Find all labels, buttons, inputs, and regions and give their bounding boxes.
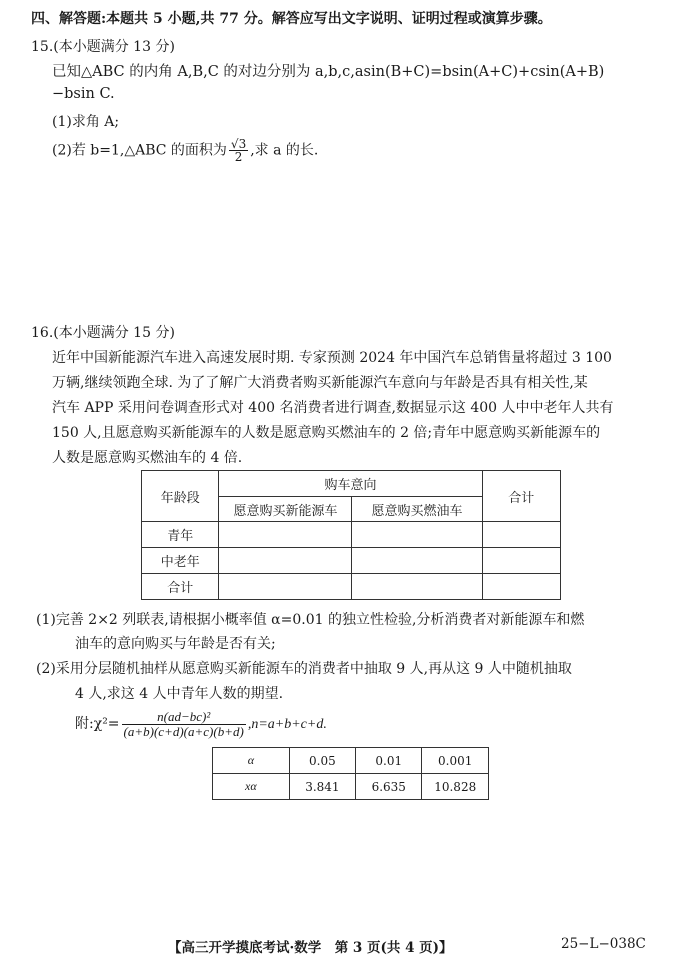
table-cell — [352, 522, 482, 548]
q16-stem-line2: 万辆,继续领跑全球. 为了了解广大消费者购买新能源汽车意向与年龄是否具有相关性,某 — [52, 375, 588, 391]
formula-tail: ,n=a+b+c+d. — [247, 717, 327, 732]
row-label-middle-aged: 中老年 — [142, 548, 219, 574]
q16-part2-line2: 4 人,求这 4 人中青年人数的期望. — [75, 686, 284, 702]
chi-square-formula — [75, 706, 327, 743]
crit-alpha-label: α — [213, 748, 290, 774]
row-label-youth: 青年 — [142, 522, 219, 548]
crit-x-value: 10.828 — [422, 774, 489, 800]
crit-x-value: 3.841 — [289, 774, 355, 800]
table-cell — [482, 548, 560, 574]
crit-alpha-value: 0.001 — [422, 748, 489, 774]
formula-denominator: (a+b)(c+d)(a+c)(b+d) — [123, 723, 244, 739]
crit-alpha-value: 0.01 — [356, 748, 422, 774]
q16-stem-line4: 150 人,且愿意购买新能源车的人数是愿意购买燃油车的 2 倍;青年中愿意购买新能源车的 — [52, 425, 601, 441]
q15-part2-pre: (2)若 b=1,△ABC 的面积为 — [52, 142, 227, 159]
q15-part2 — [52, 138, 318, 163]
formula-numerator: n(ad−bc)² — [122, 710, 246, 725]
q15-frac-num: √3 — [230, 137, 247, 151]
crit-x-label: xα — [213, 774, 290, 800]
q15-header: 15.(本小题满分 13 分) — [31, 39, 175, 55]
crit-x-value: 6.635 — [356, 774, 422, 800]
table-cell — [219, 574, 352, 600]
q16-part1-line2: 油车的意向购买与年龄是否有关; — [75, 636, 276, 652]
table-cell — [482, 522, 560, 548]
q16-stem-line5: 人数是愿意购买燃油车的 4 倍. — [52, 450, 243, 466]
chi-square-fraction — [122, 710, 246, 739]
table-row — [142, 548, 561, 574]
table-cell — [219, 522, 352, 548]
appendix-label: 附:χ²= — [75, 716, 120, 732]
section-heading: 四、解答题:本题共 5 小题,共 77 分。解答应写出文字说明、证明过程或演算步骤。 — [31, 11, 552, 27]
table-header-new-energy: 愿意购买新能源车 — [219, 497, 352, 522]
table-header-intent: 购车意向 — [219, 471, 482, 497]
q16-part1-line1: (1)完善 2×2 列联表,请根据小概率值 α=0.01 的独立性检验,分析消费者对新能源车和燃 — [36, 612, 585, 628]
table-row — [142, 574, 561, 600]
footer-exam-info: 【高三开学摸底考试·数学 第 3 页(共 4 页)】 — [168, 940, 453, 956]
table-header-age: 年龄段 — [142, 471, 219, 522]
table-header-total: 合计 — [482, 471, 560, 522]
table-cell — [219, 548, 352, 574]
q15-stem-line2: −bsin C. — [52, 86, 115, 102]
row-label-total: 合计 — [142, 574, 219, 600]
table-cell — [482, 574, 560, 600]
table-row — [142, 522, 561, 548]
q16-stem-line3: 汽车 APP 采用问卷调查形式对 400 名消费者进行调查,数据显示这 400 人中中老年人共有 — [52, 400, 614, 416]
q15-area-fraction — [229, 138, 248, 163]
contingency-table — [141, 470, 561, 600]
crit-alpha-value: 0.05 — [289, 748, 355, 774]
q15-stem-line1: 已知△ABC 的内角 A,B,C 的对边分别为 a,b,c,asin(B+C)=bsin(A+C)+csin(A+B) — [52, 64, 605, 80]
q16-header: 16.(本小题满分 15 分) — [31, 325, 175, 341]
q15-part2-post: ,求 a 的长. — [250, 142, 319, 159]
q15-part1: (1)求角 A; — [52, 114, 120, 130]
table-cell — [352, 574, 482, 600]
table-header-fuel: 愿意购买燃油车 — [352, 497, 482, 522]
footer-code: 25−L−038C — [561, 936, 646, 952]
q16-part2-line1: (2)采用分层随机抽样从愿意购买新能源车的消费者中抽取 9 人,再从这 9 人中随机抽取 — [36, 661, 572, 677]
table-row — [213, 748, 489, 774]
table-row — [213, 774, 489, 800]
q15-frac-den: 2 — [234, 150, 243, 164]
q16-stem-line1: 近年中国新能源汽车进入高速发展时期. 专家预测 2024 年中国汽车总销售量将超过 3 100 — [52, 350, 612, 366]
table-cell — [352, 548, 482, 574]
critical-value-table — [212, 747, 489, 800]
